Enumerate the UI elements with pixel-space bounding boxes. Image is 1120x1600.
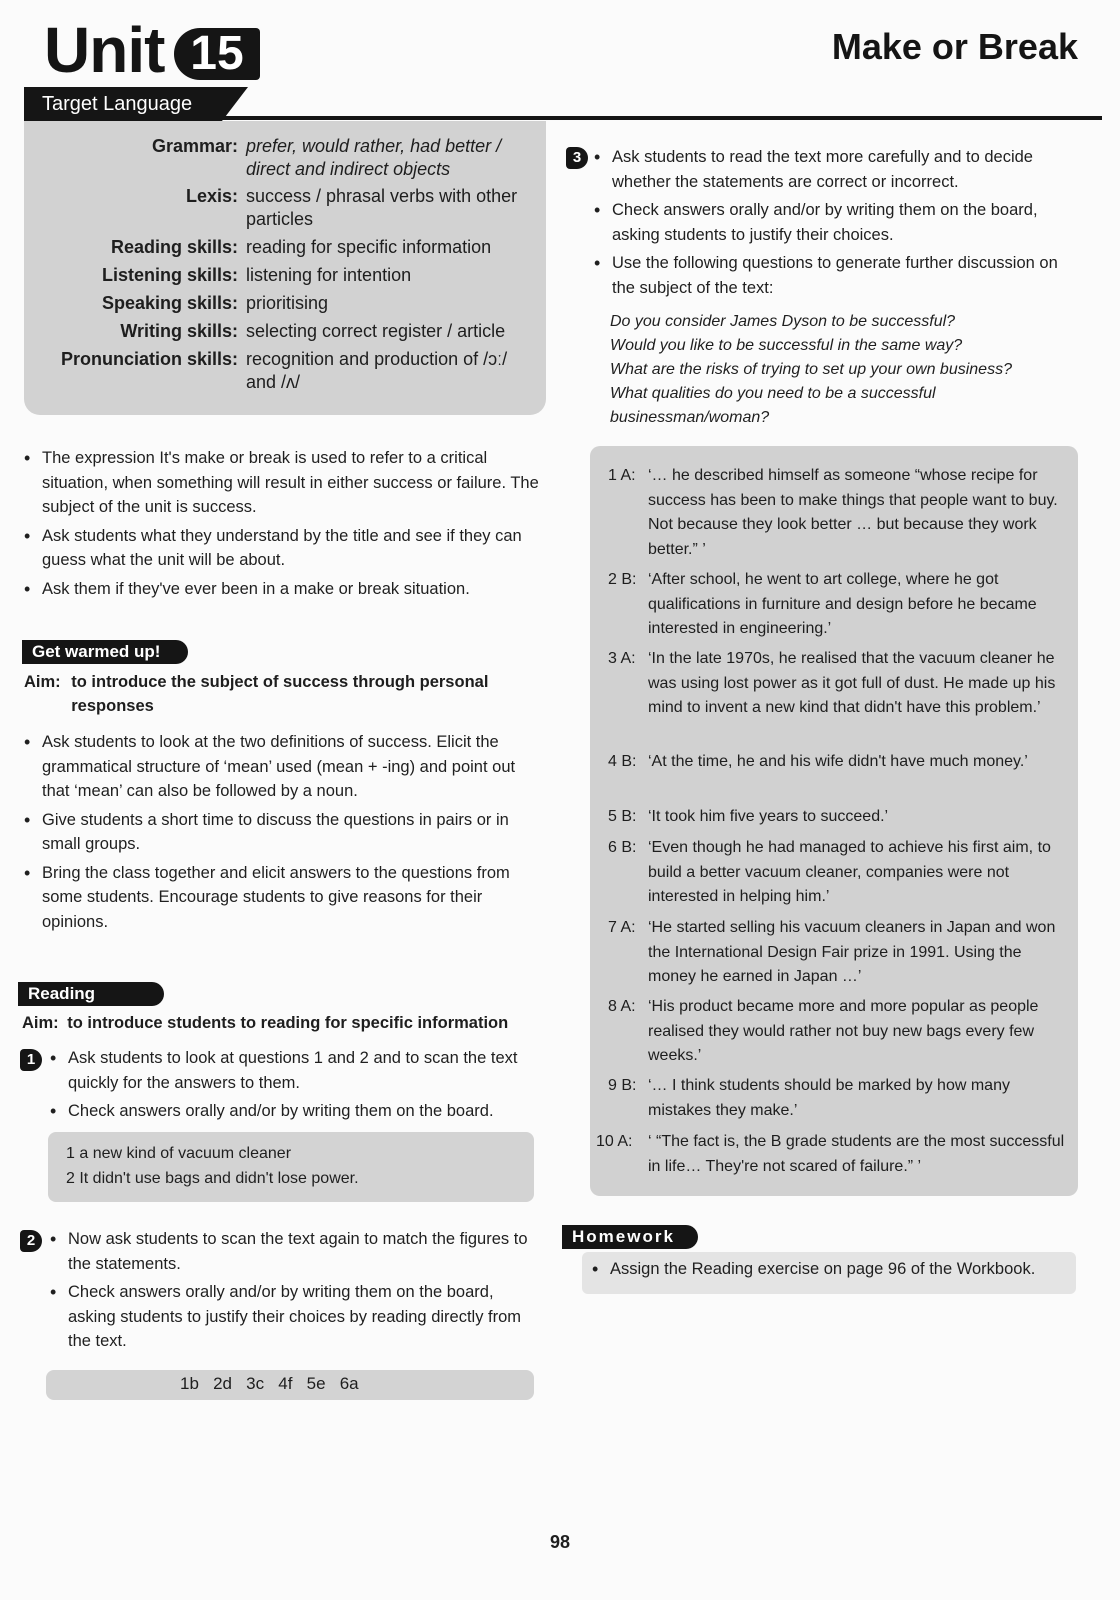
discussion-question: What are the risks of trying to set up your own business? [610, 361, 1012, 378]
aim-text: to introduce students to reading for specific information [67, 1014, 509, 1032]
warm-up-aim [24, 670, 524, 718]
answer-text: ‘… he described himself as someone “whose recipe for success has been to make things that people want to buy. Not because they look better … but because they work better.” ’ [648, 467, 1058, 558]
tl-value: prioritising [246, 293, 329, 313]
list-item: • Check answers orally and/or by writing them on the board, asking students to justify their choices by reading directly from the text. [50, 1280, 534, 1354]
exercise-3-badge: 3 [566, 147, 588, 169]
tl-label: Speaking skills: [101, 293, 238, 313]
tl-label: Reading skills: [110, 237, 238, 257]
tl-value: recognition and production of /ɔː/ and /ʌ/ [246, 349, 508, 392]
list-item: • Bring the class together and elicit answers to the questions from some students. Encourage students to give reasons for their opinions. [24, 861, 534, 935]
exercise-1-answer-box [48, 1132, 534, 1202]
homework-bullets [592, 1257, 1072, 1286]
unit-title: Unit [44, 14, 165, 86]
exercise-2-badge: 2 [20, 1230, 42, 1252]
answer-number: 2 B: [608, 571, 637, 588]
discussion-questions [610, 310, 1070, 430]
answer-line: 2 It didn't use bags and didn't lose power. [66, 1170, 359, 1187]
answer-line: 1b 2d 3c 4f 5e 6a [180, 1374, 359, 1393]
target-language-tab: Target Language [24, 87, 222, 121]
reading-aim [22, 1011, 542, 1035]
unit-name: Make or Break [831, 26, 1078, 67]
list-item: • Ask students to look at the two definitions of success. Elicit the grammatical structure of ‘mean’ used (mean + -ing) and point out that ‘mean’ can also be followed by a noun. [24, 730, 534, 804]
homework-box [582, 1252, 1076, 1294]
list-item: • Ask students what they understand by the title and see if they can guess what the unit will be about. [24, 524, 544, 573]
reading-tab: Reading [18, 982, 164, 1006]
aim-text: to introduce the subject of success through personal responses [71, 673, 489, 715]
intro-bullets [24, 446, 544, 605]
list-item: • Now ask students to scan the text again to match the figures to the statements. [50, 1227, 534, 1276]
answer-text: ‘ “The fact is, the B grade students are the most successful in life… They're not scared of failure.” ’ [648, 1133, 1065, 1175]
discussion-question: Do you consider James Dyson to be successful? [610, 313, 956, 330]
tl-value: selecting correct register / article [246, 321, 506, 341]
answer-number: 9 B: [608, 1077, 637, 1094]
list-item: • Check answers orally and/or by writing them on the board. [50, 1099, 534, 1124]
list-item: • Check answers orally and/or by writing them on the board, asking students to justify their choices. [594, 198, 1076, 247]
tl-label: Lexis: [185, 186, 238, 206]
aim-label: Aim: [24, 673, 61, 691]
list-item: • Ask students to look at questions 1 and 2 and to scan the text quickly for the answers to them. [50, 1046, 534, 1095]
aim-label: Aim: [22, 1014, 59, 1032]
exercise-2-answer-box [46, 1370, 534, 1400]
answer-text: ‘It took him five years to succeed.’ [648, 808, 889, 825]
answer-number: 3 A: [608, 650, 636, 667]
answer-text: ‘Even though he had managed to achieve his first aim, to build a better vacuum cleaner, companies were not interested in helping him.’ [648, 839, 1051, 905]
answer-text: ‘He started selling his vacuum cleaners in Japan and won the International Design Fair prize in 1991. Using the money he earned in Japan …’ [648, 919, 1056, 985]
tl-label: Listening skills: [101, 265, 238, 285]
warm-up-tab: Get warmed up! [22, 640, 188, 664]
tl-value: reading for specific information [246, 237, 492, 257]
list-item: • Use the following questions to generate further discussion on the subject of the text: [594, 251, 1076, 300]
discussion-question: Would you like to be successful in the same way? [610, 337, 963, 354]
tl-value: success / phrasal verbs with other particles [246, 186, 518, 229]
answer-number: 4 B: [608, 753, 637, 770]
discussion-question: What qualities do you need to be a successful businessman/woman? [610, 385, 936, 426]
answer-line: 1 a new kind of vacuum cleaner [66, 1145, 292, 1162]
answer-text: ‘At the time, he and his wife didn't have much money.’ [648, 753, 1028, 770]
target-language-box [24, 121, 546, 415]
answer-text: ‘His product became more and more popular as people realised they would rather not buy new bags every few weeks.’ [648, 998, 1039, 1064]
tl-label: Grammar: [151, 136, 238, 156]
answer-number: 7 A: [608, 919, 636, 936]
exercise-2-bullets [50, 1227, 534, 1358]
list-item: • The expression It's make or break is used to refer to a critical situation, when something will result in either success or failure. The subject of the unit is success. [24, 446, 544, 520]
page-number: 98 [549, 1532, 571, 1552]
list-item: • Ask students to read the text more carefully and to decide whether the statements are correct or incorrect. [594, 145, 1076, 194]
unit-number-badge: 15 [174, 28, 260, 80]
exercise-1-badge: 1 [20, 1049, 42, 1071]
tl-value: listening for intention [246, 265, 412, 285]
answer-number: 10 A: [596, 1133, 633, 1150]
exercise-3-answer-box [590, 446, 1078, 1196]
warm-up-bullets [24, 730, 534, 938]
answer-text: ‘In the late 1970s, he realised that the vacuum cleaner he was using lost power as it got full of dust. He made up his mind to invent a new kind that didn't have this problem.’ [648, 650, 1056, 716]
tl-label: Pronunciation skills: [60, 349, 238, 369]
answer-text: ‘… I think students should be marked by how many mistakes they make.’ [648, 1077, 1010, 1119]
answer-number: 5 B: [608, 808, 637, 825]
exercise-1-bullets [50, 1046, 534, 1128]
list-item: • Give students a short time to discuss the questions in pairs or in small groups. [24, 808, 534, 857]
answer-number: 6 B: [608, 839, 637, 856]
header-rule [200, 116, 1102, 120]
tl-label: Writing skills: [120, 321, 238, 341]
answer-number: 1 A: [608, 467, 636, 484]
tl-value: prefer, would rather, had better / direct and indirect objects [246, 136, 502, 179]
homework-tab: Homework [562, 1225, 698, 1249]
list-item: • Assign the Reading exercise on page 96 of the Workbook. [592, 1257, 1072, 1282]
list-item: • Ask them if they've ever been in a make or break situation. [24, 577, 544, 602]
answer-number: 8 A: [608, 998, 636, 1015]
answer-text: ‘After school, he went to art college, where he got qualifications in furniture and design before he became interested in engineering.’ [648, 571, 1037, 637]
exercise-3-bullets [594, 145, 1076, 304]
